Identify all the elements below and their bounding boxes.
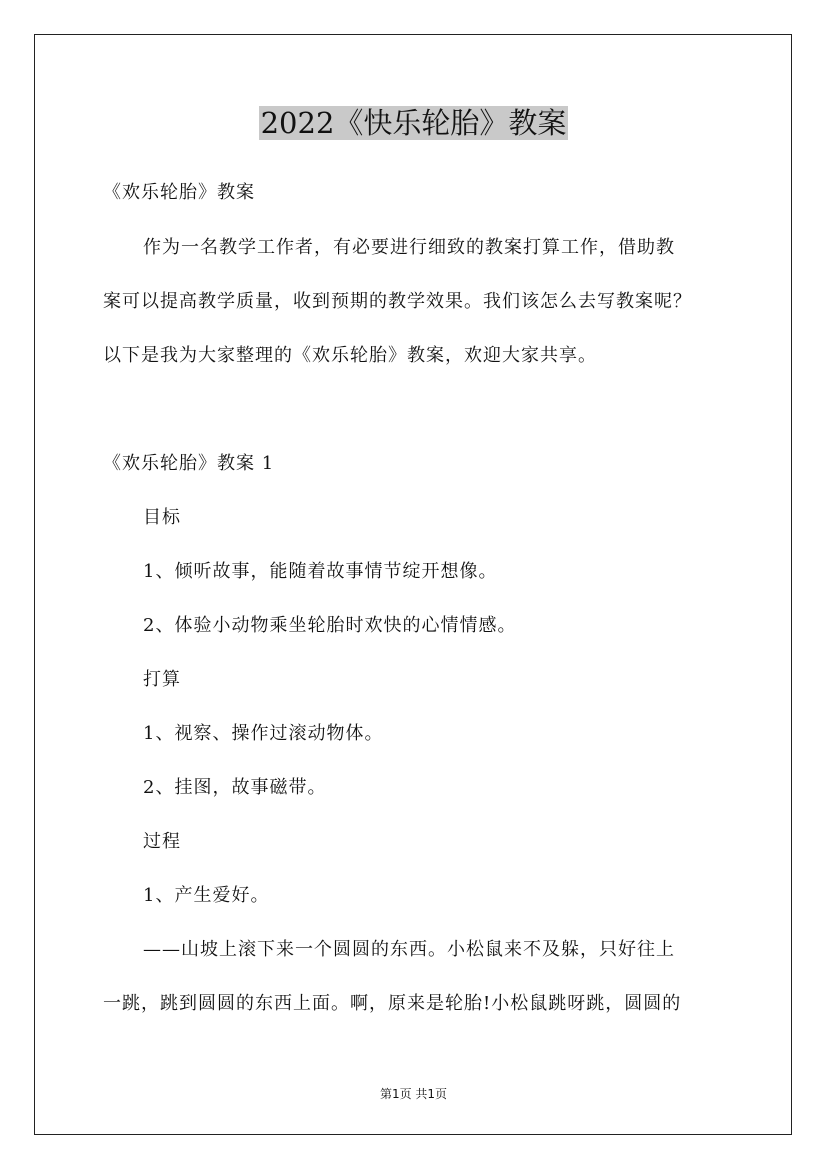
list-item: 1、产生爱好。 — [143, 885, 270, 906]
document-title-wrap — [0, 104, 827, 142]
list-item: 2、挂图，故事磁带。 — [143, 777, 327, 798]
paragraph-line: 案可以提高教学质量，收到预期的教学效果。我们该怎么去写教案呢？ — [103, 291, 692, 312]
section-heading: 《欢乐轮胎》教案 1 — [103, 453, 275, 474]
subheading-goal: 目标 — [143, 507, 181, 528]
list-item: 1、倾听故事，能随着故事情节绽开想像。 — [143, 561, 498, 582]
paragraph-line: 作为一名教学工作者，有必要进行细致的教案打算工作，借助教 — [143, 237, 675, 258]
paragraph-line: ——山坡上滚下来一个圆圆的东西。小松鼠来不及躲，只好往上 — [143, 939, 675, 960]
list-item: 2、体验小动物乘坐轮胎时欢快的心情情感。 — [143, 615, 517, 636]
list-item: 1、视察、操作过滚动物体。 — [143, 723, 384, 744]
paragraph-line: 一跳，跳到圆圆的东西上面。啊，原来是轮胎!小松鼠跳呀跳，圆圆的 — [103, 993, 682, 1014]
paragraph-line: 以下是我为大家整理的《欢乐轮胎》教案，欢迎大家共享。 — [103, 345, 597, 366]
page-footer: 第1页 共1页 — [379, 1087, 448, 1101]
document-title: 2022《快乐轮胎》教案 — [260, 106, 567, 140]
doc-heading: 《欢乐轮胎》教案 — [103, 182, 255, 203]
subheading-process: 过程 — [143, 831, 181, 852]
subheading-preparation: 打算 — [143, 669, 181, 690]
